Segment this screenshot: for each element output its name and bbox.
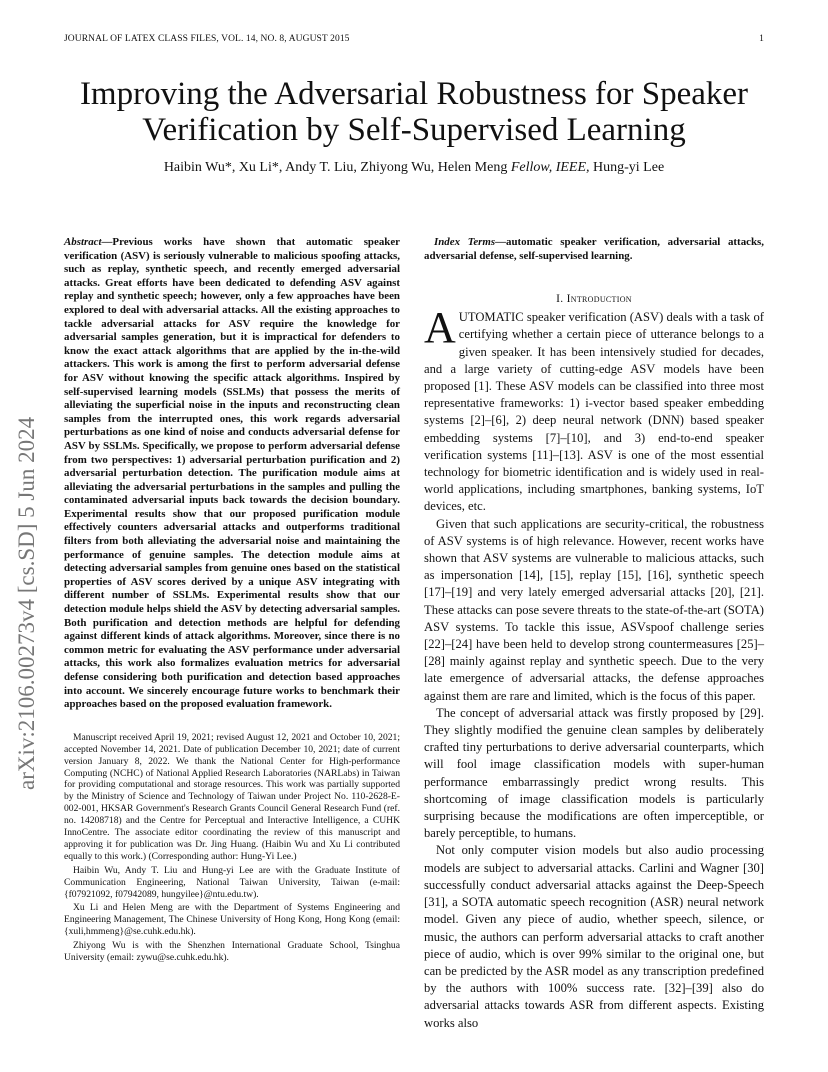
footnote-manuscript: Manuscript received April 19, 2021; revised August 12, 2021 and October 10, 2021; accepted November 14, 2021. Date of publication December 10, 2021; date of current version January 8, 2022. We thank the National Center for High-performance Computing (NCHC) of National Applied Research Laboratories (NARLabs) in Taiwan for providing computational and storage resources. This work was partially supported by the Ministry of Science and Technology of Taiwan under Project No. 110-2628-E-002-001, HKSAR Government's Research Grants Council General Research Fund (ref. no. 14208718) and the Centre for Perceptual and Interactive Intelligence, a CUHK InnoCentre. The associate editor coordinating the review of this manuscript and approving it for publication was Dr. Jing Huang. (Haibin Wu and Xu Li contributed equally to this work.) (Corresponding author: Hung-Yi Lee.) — [64, 731, 400, 862]
author-names: Haibin Wu*, Xu Li*, Andy T. Liu, Zhiyong Wu, Helen Meng — [163, 160, 508, 175]
paragraph-1 — [424, 303, 764, 515]
page-number: 1 — [759, 34, 764, 44]
drop-cap: A — [424, 303, 456, 353]
footnote-affiliation-ntu: Haibin Wu, Andy T. Liu and Hung-yi Lee are with the Graduate Institute of Communication Engineering, National Taiwan University, Taiwan (e-mail: {f07921092, f07942089, hungyilee}@ntu.edu.tw). — [64, 864, 400, 900]
section-numeral: I. — [556, 293, 564, 306]
author-fellow: Fellow, IEEE, — [510, 160, 590, 175]
right-column — [424, 236, 764, 1032]
paper-title: Improving the Adversarial Robustness for Speaker Verification by Self-Supervised Learning — [79, 76, 749, 148]
paragraph-1-text: UTOMATIC speaker verification (ASV) deals with a task of certifying whether a certain piece of utterance belongs to a given speaker. It has been intensively studied for decades, and a large variety of cutting-edge ASV models have been proposed [1]. These ASV models can be classified into three most representative frameworks: 1) i-vector based speaker embedding systems [2]–[6], 2) deep neural network (DNN) based speaker embedding systems [7]–[10], and 3) end-to-end speaker verification systems [11]–[13]. ASV is one of the most essential technology for biometric identification and is widely used in real-world applications, including smartphones, banking systems, IoT devices, etc. — [424, 310, 764, 514]
arxiv-stamp: arXiv:2106.00273v4 [cs.SD] 5 Jun 2024 — [14, 416, 39, 790]
abstract — [64, 236, 400, 712]
left-column — [64, 236, 400, 966]
paragraph-3: The concept of adversarial attack was firstly proposed by [29]. They slightly modified the genuine clean samples by deliberately crafted tiny perturbations to derive adversarial counterparts, which will fool image classification models with super-human performance embarrassingly predict wrong results. This shortcoming of image classification models is particularly surprising because the modifications are often imperceptible, or barely perceptible, to humans. — [424, 705, 764, 841]
body-text — [424, 303, 764, 1032]
footnote-block — [64, 732, 400, 964]
author-list — [64, 160, 764, 176]
running-header — [64, 34, 764, 48]
paragraph-4: Not only computer vision models but also audio processing models are subject to adversarial attacks. Carlini and Wagner [30] successfully conduct adversarial attacks against the Deep-Speech [31], a SOTA automatic speech recognition (ASR) neural network model. Given any piece of audio, whether speech, silence, or music, the authors can perform adversarial attacks to craft another piece of audio, which is over 99% similar to the original one, but can be predicted by the ASR model as any transcription predefined by the authors with 100% success rate. [32]–[39] also do adversarial attacks towards ASR from different aspects. Existing works also — [424, 843, 764, 1030]
abstract-text: —Previous works have shown that automatic speaker verification (ASV) is seriously vulnerable to malicious spoofing attacks, such as replay, synthetic speech, and recently emerged adversarial attacks. Great efforts have been dedicated to defending ASV against replay and synthetic speech; however, only a few approaches have been explored to deal with adversarial attacks. All the existing approaches to tackle adversarial attacks for ASV require the knowledge for adversarial samples generation, but it is impractical for defenders to know the exact attack algorithms that are applied by the in-the-wild attackers. This work is among the first to perform adversarial defense for ASV without knowing the specific attack algorithms. Inspired by self-supervised learning models (SSLMs) that possess the merits of alleviating the superficial noise in the inputs and reconstructing clean samples from the interrupted ones, this work regards adversarial perturbations as one kind of noise and conducts adversarial defense for ASV by SSLMs. Specifically, we propose to perform adversarial defense from two perspectives: 1) adversarial perturbation purification and 2) adversarial perturbation detection. The purification module aims at alleviating the adversarial perturbations in the samples and pulling the contaminated adversarial inputs back towards the decision boundary. Experimental results show that our proposed purification module effectively counters adversarial attacks and outperforms traditional filters from both alleviating the adversarial noise and maintaining the performance of genuine samples. The detection module aims at detecting adversarial samples from genuine ones based on the statistical properties of ASV scores derived by a unique ASV integrating with different number of SSLMs. Experimental results show that our detection module helps shield the ASV by detecting adversarial samples. Both purification and detection methods are helpful for defending against different kinds of attack algorithms. Moreover, since there is no common metric for evaluating the ASV performance under adversarial attacks, this work also formalizes evaluation metrics for adversarial defense considering both purification and detection based approaches into account. We sincerely encourage future works to benchmark their approaches based on the proposed evaluation framework. — [64, 236, 400, 711]
section-title: Introduction — [566, 293, 632, 306]
section-heading-introduction — [424, 293, 764, 305]
abstract-label: Abstract — [64, 236, 102, 248]
index-terms-label: Index Terms — [434, 236, 496, 248]
index-terms-text: —automatic speaker verification, adversarial attacks, adversarial defense, self-supervised learning. — [424, 236, 764, 262]
footnote-affiliation-cuhk: Xu Li and Helen Meng are with the Department of Systems Engineering and Engineering Management, The Chinese University of Hong Kong, Hong Kong (email: {xuli,hmmeng}@se.cuhk.edu.hk). — [64, 902, 400, 938]
paragraph-2: Given that such applications are security-critical, the robustness of ASV systems is of high relevance. However, recent works have shown that ASV systems are vulnerable to malicious attacks, such as impersonation [14], [15], replay [15], [16], synthetic speech [17]–[19] and very lately emerged adversarial attacks [20], [21]. These attacks can pose severe threats to the state-of-the-art (SOTA) ASV systems. To tackle this issue, ASVspoof challenge series [22]–[24] have been held to develop strong countermeasures [25]–[28] mainly against replay and synthetic speech. Due to the very late emergence of adversarial attacks, the defense approaches against them are rare and limited, which is the focus of this paper. — [424, 516, 764, 703]
index-terms — [424, 236, 764, 263]
footnote-affiliation-tsinghua: Zhiyong Wu is with the Shenzhen International Graduate School, Tsinghua University (email: zywu@se.cuhk.edu.hk). — [64, 940, 400, 964]
journal-header: JOURNAL OF LATEX CLASS FILES, VOL. 14, NO. 8, AUGUST 2015 — [64, 34, 350, 44]
author-last: Hung-yi Lee — [593, 160, 665, 175]
